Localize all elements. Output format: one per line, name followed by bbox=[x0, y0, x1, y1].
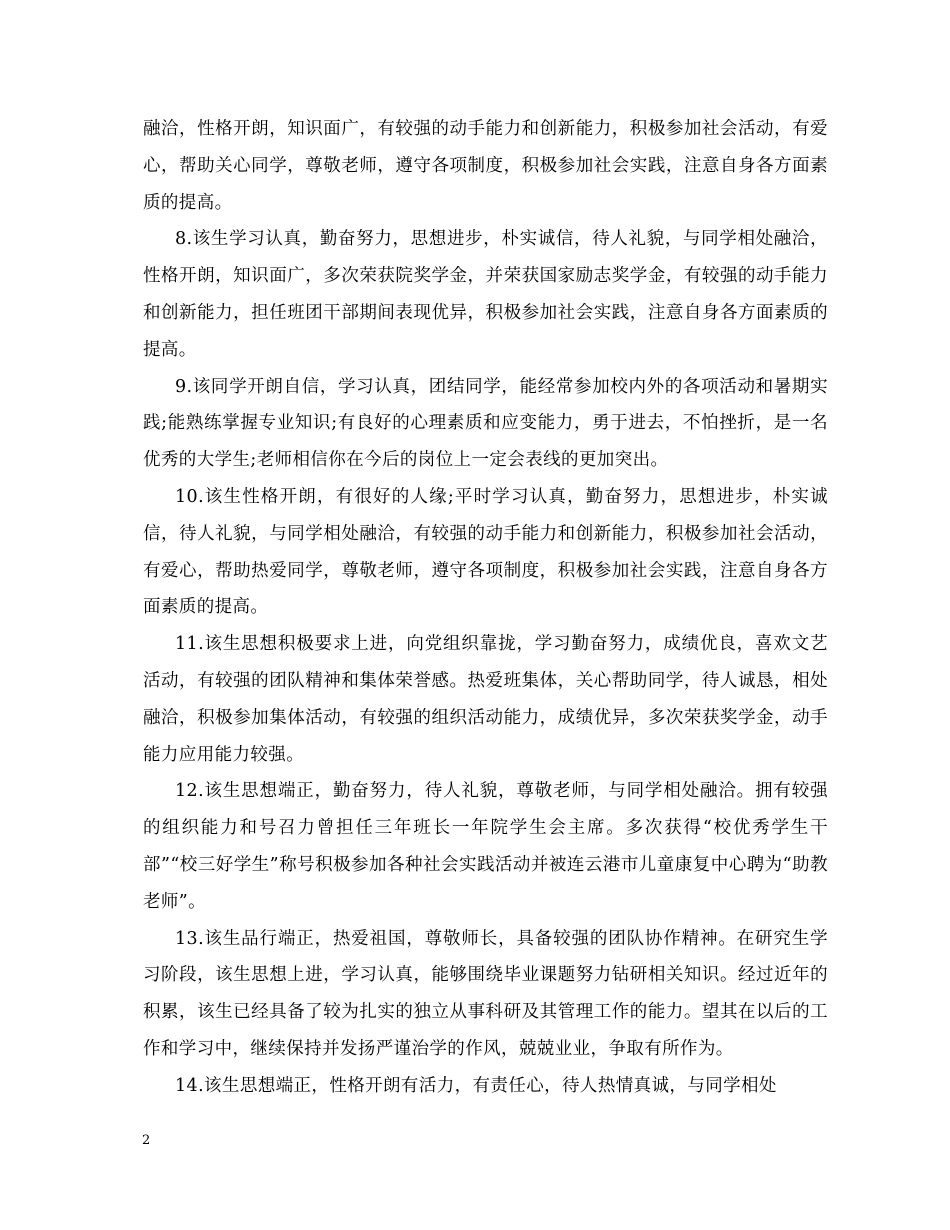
paragraph-item-11: 11.该生思想积极要求上进，向党组织靠拢，学习勤奋努力，成绩优良，喜欢文艺活动，有较强的团队精神和集体荣誉感。热爱班集体，关心帮助同学，待人诚恳，相处融洽，积极参加集体活动，有较强的组织活动能力，成绩优异，多次荣获奖学金，动手能力应用能力较强。 bbox=[143, 634, 828, 765]
paragraph-item-12: 12.该生思想端正，勤奋努力，待人礼貌，尊敬老师，与同学相处融洽。拥有较强的组织能力和号召力曾担任三年班长一年院学生会主席。多次获得“校优秀学生干部”“校三好学生”称号积极参加各种社会实践活动并被连云港市儿童康复中心聘为“助教老师”。 bbox=[143, 781, 828, 912]
document-body bbox=[143, 111, 828, 1105]
paragraph-continuation: 融洽，性格开朗，知识面广，有较强的动手能力和创新能力，积极参加社会活动，有爱心，帮助关心同学，尊敬老师，遵守各项制度，积极参加社会实践，注意自身各方面素质的提高。 bbox=[143, 119, 828, 213]
paragraph-item-10: 10.该生性格开朗，有很好的人缘;平时学习认真，勤奋努力，思想进步，朴实诚信，待人礼貌，与同学相处融洽，有较强的动手能力和创新能力，积极参加社会活动，有爱心，帮助热爱同学，尊敬老师，遵守各项制度，积极参加社会实践，注意自身各方面素质的提高。 bbox=[143, 486, 828, 618]
paragraph-item-8: 8.该生学习认真，勤奋努力，思想进步，朴实诚信，待人礼貌，与同学相处融洽，性格开朗，知识面广，多次荣获院奖学金，并荣获国家励志奖学金，有较强的动手能力和创新能力，担任班团干部期间表现优异，积极参加社会实践，注意自身各方面素质的提高。 bbox=[143, 229, 828, 360]
page-number: 2 bbox=[142, 1133, 151, 1148]
paragraph-item-9: 9.该同学开朗自信，学习认真，团结同学，能经常参加校内外的各项活动和暑期实践;能熟练掌握专业知识;有良好的心理素质和应变能力，勇于进去，不怕挫折，是一名优秀的大学生;老师相信你在今后的岗位上一定会表线的更加突出。 bbox=[143, 376, 828, 471]
paragraph-item-13: 13.该生品行端正，热爱祖国，尊敬师长，具备较强的团队协作精神。在研究生学习阶段，该生思想上进，学习认真，能够围绕毕业课题努力钻研相关知识。经过近年的积累，该生已经具备了较为扎实的独立从事科研及其管理工作的能力。望其在以后的工作和学习中，继续保持并发扬严谨治学的作风，兢兢业业，争取有所作为。 bbox=[143, 928, 828, 1059]
paragraph-item-14: 14.该生思想端正，性格开朗有活力，有责任心，待人热情真诚，与同学相处 bbox=[175, 1075, 777, 1096]
